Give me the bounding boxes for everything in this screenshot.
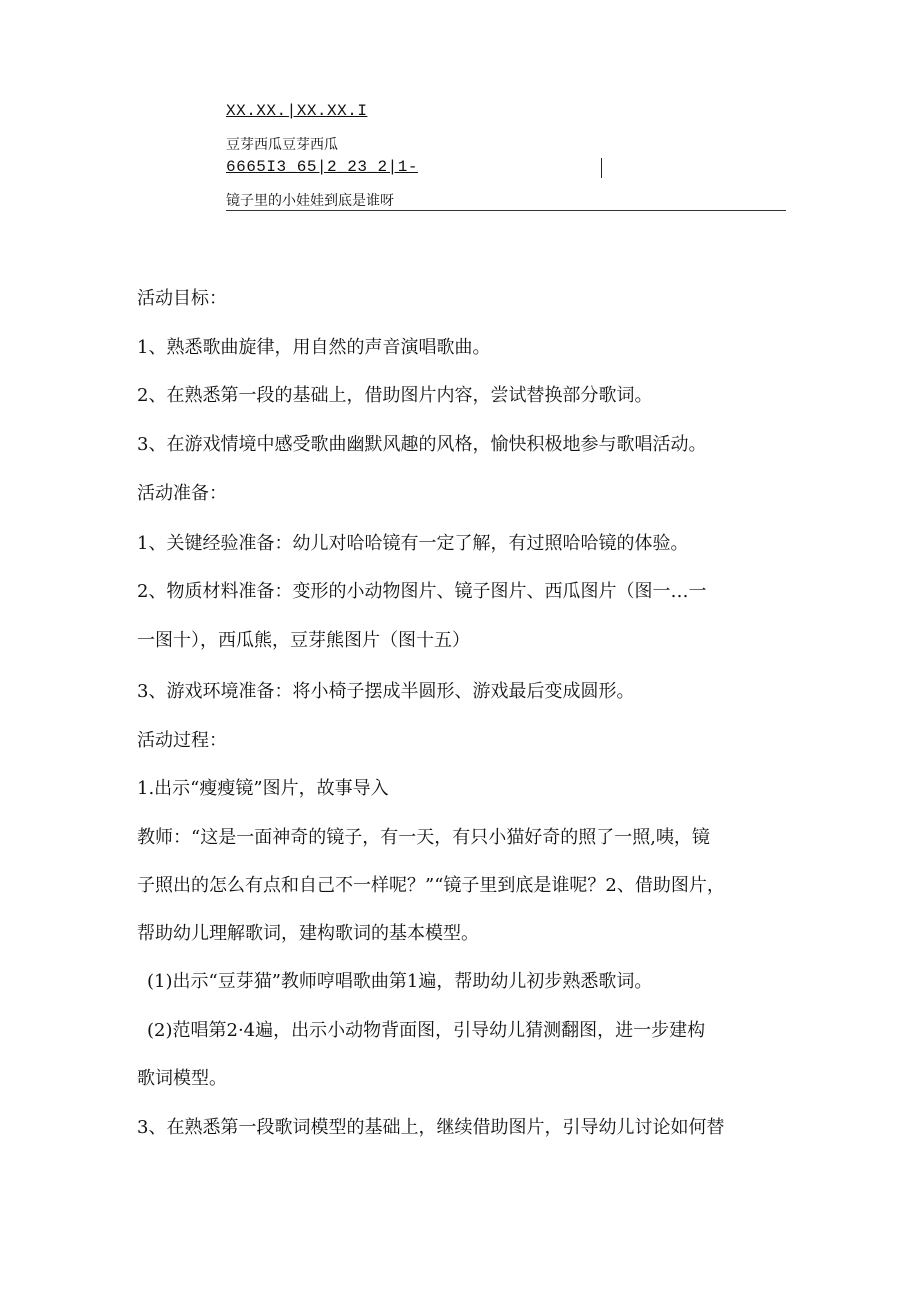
process-substep-2-cont: 歌词模型。 — [137, 1068, 227, 1089]
goals-heading: 活动目标： — [137, 288, 227, 309]
process-substep-1: (1)出示“豆芽猫”教师哼唱歌曲第1遍，帮助幼儿初步熟悉歌词。 — [147, 971, 653, 992]
prep-heading: 活动准备： — [137, 483, 227, 504]
process-heading: 活动过程： — [137, 730, 227, 751]
goal-item-2: 2、在熟悉第一段的基础上，借助图片内容，尝试替换部分歌词。 — [137, 385, 653, 406]
goal-item-1: 1、熟悉歌曲旋律，用自然的声音演唱歌曲。 — [137, 337, 491, 358]
process-para-line-2: 子照出的怎么有点和自己不一样呢？”“镜子里到底是谁呢？2、借助图片， — [137, 875, 725, 896]
prep-item-2: 2、物质材料准备：变形的小动物图片、镜子图片、西瓜图片（图一…一 — [137, 581, 707, 602]
prep-item-3: 3、游戏环境准备：将小椅子摆成半圆形、游戏最后变成圆形。 — [137, 681, 635, 702]
score-bar-line — [601, 158, 602, 178]
process-para-line-3: 帮助幼儿理解歌词，建构歌词的基本模型。 — [137, 923, 479, 944]
process-step-3: 3、在熟悉第一段歌词模型的基础上，继续借助图片，引导幼儿讨论如何替 — [137, 1117, 725, 1138]
process-para-line-1: 教师：“这是一面神奇的镜子，有一天，有只小猫好奇的照了一照,咦，镜 — [137, 827, 710, 848]
process-substep-2: (2)范唱第2·4遍，出示小动物背面图，引导幼儿猜测翻图，进一步建构 — [147, 1020, 706, 1041]
prep-item-1: 1、关键经验准备：幼儿对哈哈镜有一定了解，有过照哈哈镜的体验。 — [137, 533, 689, 554]
score-notation-line-1: XX.XX.|XX.XX.I — [226, 102, 368, 120]
score-lyrics-line-2: 镜子里的小娃娃到底是谁呀 — [226, 193, 394, 209]
score-lyrics-line-1: 豆芽西瓜豆芽西瓜 — [226, 137, 338, 153]
score-notation-line-2: 6665I3_65|2_23_2|1- — [226, 158, 418, 176]
prep-item-2-cont: 一图十），西瓜熊，豆芽熊图片（图十五） — [137, 630, 470, 651]
process-step-1: 1.出示“瘦瘦镜”图片，故事导入 — [137, 778, 389, 799]
score-divider — [226, 210, 786, 211]
goal-item-3: 3、在游戏情境中感受歌曲幽默风趣的风格，愉快积极地参与歌唱活动。 — [137, 434, 707, 455]
